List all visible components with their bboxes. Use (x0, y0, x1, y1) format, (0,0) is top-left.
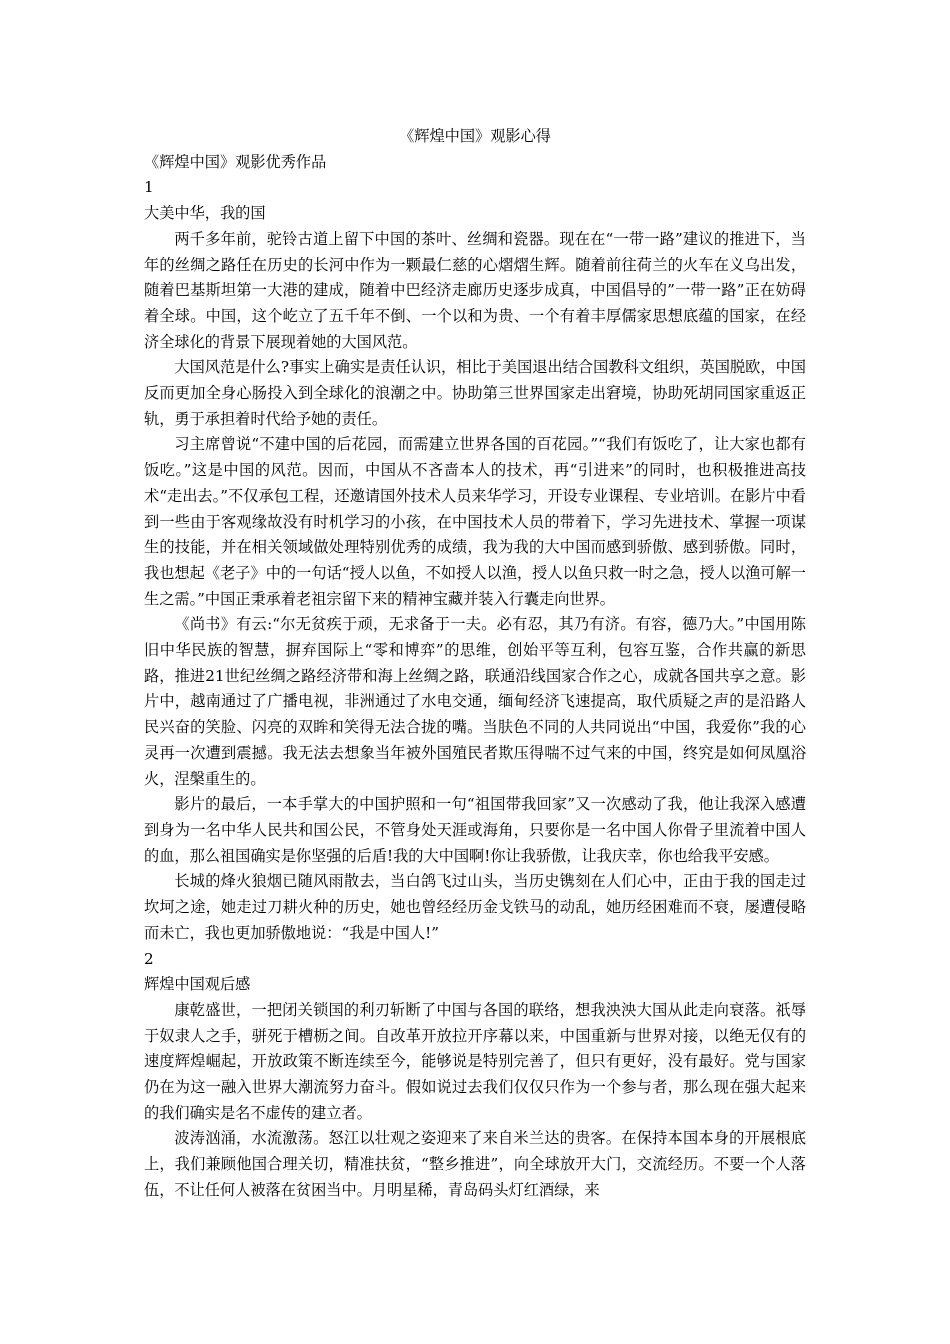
section-heading: 大美中华，我的国 (144, 204, 266, 223)
paragraph: 习主席曾说“不建中国的后花园，而需建立世界各国的百花园。”“我们有饭吃了，让大家也都有饭吃。”这是中国的风范。因而，中国从不吝啬本人的技术，再“引进来”的同时，也积极推进高技术“走出去。”不仅承包工程，还邀请国外技术人员来华学习，开设专业课程、专业培训。在影片中看到一些由于客观缘故没有时机学习的小孩，在中国技术人员的带着下，学习先进技术、掌握一项谋生的技能，并在相关领域做处理特别优秀的成绩，我为我的大中国而感到骄傲、感到骄傲。同时，我也想起《老子》中的一句话“授人以鱼，不如授人以渔，授人以鱼只救一时之急，授人以渔可解一生之需。”中国正秉承着老祖宗留下来的精神宝藏并装入行囊走向世界。 (144, 435, 806, 608)
paragraph: 波涛汹涌，水流激荡。怒江以壮观之姿迎来了来自米兰达的贵客。在保持本国本身的开展根底上，我们兼顾他国合理关切，精准扶贫，“整乡推进”，向全球放开大门，交流经历。不要一个人落伍，不让任何人被落在贫困当中。月明星稀，青岛码头灯红酒绿，来 (144, 1129, 806, 1199)
paragraph: 《尚书》有云:“尔无贫疾于顽，无求备于一夫。必有忍，其乃有济。有容，德乃大。”中国用陈旧中华民族的智慧，摒弃国际上“零和博弈”的思维，创始平等互利，包容互鉴，合作共赢的新思路，推进21世纪丝绸之路经济带和海上丝绸之路，联通沿线国家合作之心，成就各国共享之意。影片中，越南通过了广播电视，非洲通过了水电交通，缅甸经济飞速提高，取代质疑之声的是沿路人民兴奋的笑脸、闪亮的双眸和笑得无法合拢的嘴。当肤色不同的人共同说出“中国，我爱你”我的心灵再一次遭到震撼。我无法去想象当年被外国殖民者欺压得喘不过气来的中国，终究是如何凤凰浴火，涅槃重生的。 (144, 615, 806, 788)
section-number: 1 (144, 178, 154, 197)
paragraph: 大国风范是什么?事实上确实是责任认识，相比于美国退出结合国教科文组织，英国脱欧，中国反而更加全身心肠投入到全球化的浪潮之中。协助第三世界国家走出窘境，协助死胡同国家重返正轨，勇于承担着时代给予她的责任。 (144, 358, 806, 428)
paragraph: 康乾盛世，一把闭关锁国的利刃斩断了中国与各国的联络，想我泱泱大国从此走向衰落。祇辱于奴隶人之手，骈死于槽枥之间。自改革开放拉开序幕以来，中国重新与世界对接，以绝无仅有的速度辉煌崛起，开放政策不断连续至今，能够说是特别完善了，但只有更好，没有最好。党与国家仍在为这一融入世界大潮流努力奋斗。假如说过去我们仅仅只作为一个参与者，那么现在强大起来的我们确实是名不虚传的建立者。 (144, 1000, 806, 1122)
section-number: 2 (144, 949, 154, 968)
section-heading: 辉煌中国观后感 (144, 975, 251, 994)
paragraph: 长城的烽火狼烟已随风雨散去，当白鸽飞过山头，当历史镌刻在人们心中，正由于我的国走过坎坷之途，她走过刀耕火种的历史，她也曾经经历金戈铁马的动乱，她历经困难而不衰，屡遭侵略而未亡，我也更加骄傲地说：“我是中国人!” (144, 872, 806, 942)
document-title: 《辉煌中国》观影心得 (399, 127, 551, 145)
document-page (144, 124, 806, 1204)
document-subtitle: 《辉煌中国》观影优秀作品 (144, 152, 327, 171)
paragraph: 影片的最后，一本手掌大的中国护照和一句“祖国带我回家”又一次感动了我，他让我深入感遭到身为一名中华人民共和国公民，不管身处天涯或海角，只要你是一名中国人你骨子里流着中国人的血，那么祖国确实是你坚强的后盾!我的大中国啊!你让我骄傲，让我庆幸，你也给我平安感。 (144, 795, 806, 865)
paragraph: 两千多年前，驼铃古道上留下中国的茶叶、丝绸和瓷器。现在在“一带一路”建议的推进下，当年的丝绸之路任在历史的长河中作为一颗最仁慈的心熠熠生辉。随着前往荷兰的火车在义乌出发，随着巴基斯坦第一大港的建成，随着中巴经济走廊历史逐步成真，中国倡导的”一带一路”正在妨碍着全球。中国，这个屹立了五千年不倒、一个以和为贵、一个有着丰厚儒家思想底蕴的国家，在经济全球化的背景下展现着她的大国风范。 (144, 229, 806, 351)
